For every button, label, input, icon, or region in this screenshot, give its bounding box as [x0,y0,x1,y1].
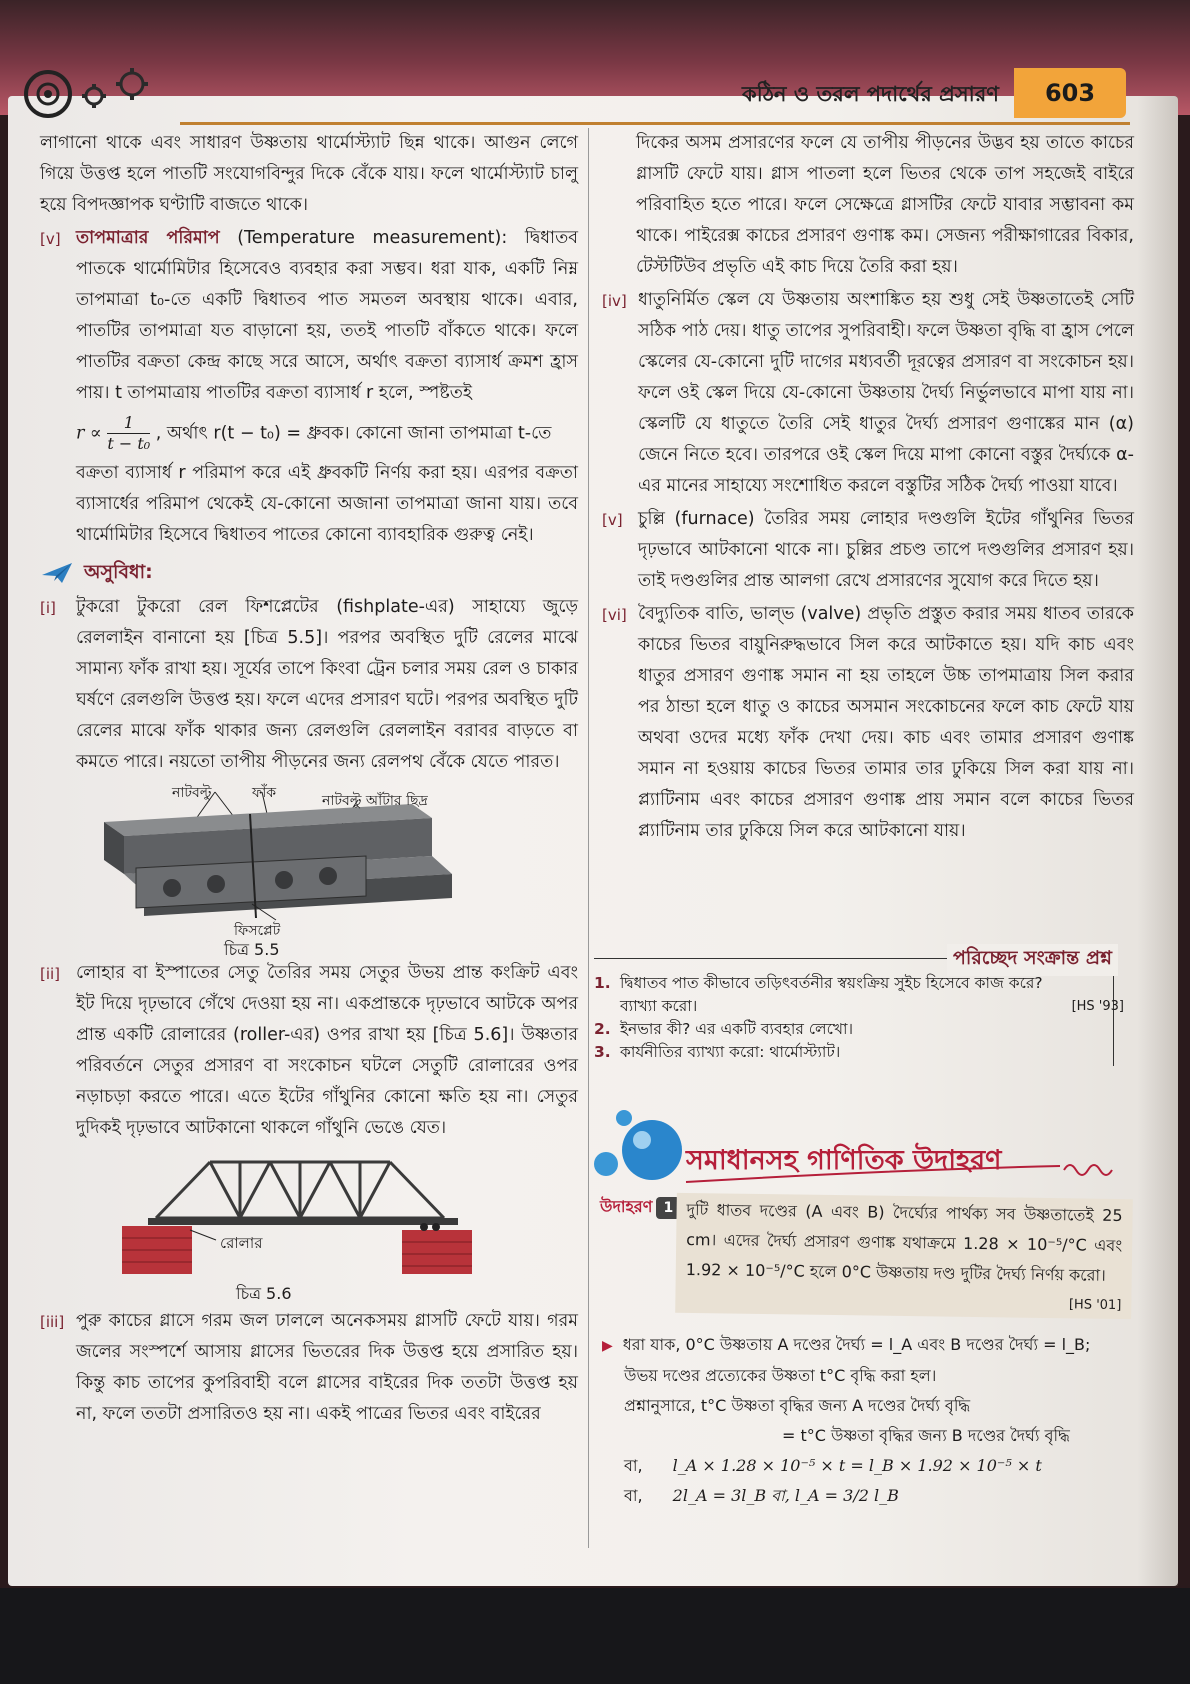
arrow-icon: ▶ [602,1338,613,1354]
chapter-questions-box [594,944,1134,1074]
left-column [40,128,578,1430]
item-v-furnace: [v] চুল্লি (furnace) তৈরির সময় লোহার দণ্ডগুলি ইটের গাঁথুনির ভিতর দৃঢ়ভাবে আটকানো থাকে না। চুল্লির প্রচণ্ড তাপে দণ্ডগুলির প্রসারণ হয়। তাই দণ্ডগুলির প্রান্ত আলগা রেখে প্রসারণের সুযোগ করে দিতে হয়। [602,509,1134,591]
solution: ▶ ধরা যাক, 0°C উষ্ণতায় A দণ্ডের দৈর্ঘ্য = l_A এবং B দণ্ডের দৈর্ঘ্য = l_B; উভয় দণ্ডের প্রত্যেকের উষ্ণতা t°C বৃদ্ধি করা হল। প্রশ্নানুসারে, t°C উষ্ণতা বৃদ্ধির জন্য A দণ্ডের দৈর্ঘ্য বৃদ্ধি = t°C উষ্ণতা বৃদ্ধির জন্য B দণ্ডের দৈর্ঘ্য বৃদ্ধি বা, l_A × 1.28 × 10⁻⁵ × t = l_B × 1.92 × 10⁻⁵ × t বা, 2l_A = 3l_B বা, l_A = 3/2 l_B [602,1330,1132,1511]
disadvantages-heading: অসুবিধা: [40,557,578,588]
fraction: $\frac{1}{\text{t − t₀}}$ [107,413,151,453]
bridge-roller-illustration [40,1144,578,1274]
item-marker: [v] [40,230,61,248]
gear-logo-icon [22,62,182,122]
solved-examples-banner [590,1100,1140,1180]
item-vi-seal: [vi] বৈদ্যুতিক বাতি, ভাল্ভ (valve) প্রভৃতি প্রস্তুত করার সময় ধাতব তারকে কাচের ভিতর বায়ুনিরুদ্ধভাবে সিল করে আটকাতে হয়। যদি কাচ এবং ধাতুর প্রসারণ গুণাঙ্ক সমান না হয় তাহলে উচ্চ তাপমাত্রায় সিল করার পর ঠান্ডা হলে ধাতু ও কাচের অসমান সংকোচনের ফলে কাচ ফেটে যায় অথবা ওদের মধ্যে ফাঁক দেখা দেয়। কাচ এবং তামার প্রসারণ গুণাঙ্ক সমান না হওয়ায় কাচের ভিতর তামার তার ঢুকিয়ে সিল করা যায় না। প্ল্যাটিনাম এবং কাচের প্রসারণ গুণাঙ্ক প্রায় সমান বলে কাচের ভিতর প্ল্যাটিনাম তার ঢুকিয়ে সিল করে আটকানো যায়। [602,604,1134,841]
figure-5-6 [40,1144,578,1304]
paragraph: দ্বিধাতব পাতকে থার্মোমিটার হিসেবেও ব্যবহার করা সম্ভব। ধরা যাক, একটি নিম্ন তাপমাত্রা t₀-তে একটি দ্বিধাতব পাত সমতল অবস্থায় থাকে। এবার, পাতটির তাপমাত্রা যত বাড়ানো হয়, ততই পাতটি বাঁকতে থাকে। ফলে পাতটির বক্রতা কেন্দ্র কাছে সরে আসে, অর্থাৎ বক্রতা ব্যাসার্ধ ক্রমশ হ্রাস পায়। t তাপমাত্রায় পাতটির বক্রতা ব্যাসার্ধ r হলে, স্পষ্টতই [76,228,578,403]
item-iv-scale: [iv] ধাতুনির্মিত স্কেল যে উষ্ণতায় অংশাঙ্কিত হয় শুধু সেই উষ্ণতাতেই সেটি সঠিক পাঠ দেয়। ধাতু তাপের সুপরিবাহী। ফলে উষ্ণতা বৃদ্ধি বা হ্রাস পেলে স্কেলের যে-কোনো দুটি দাগের মধ্যবর্তী দূরত্বের প্রসারণ বা সংকোচন হয়। ফলে ওই স্কেল দিয়ে যে-কোনো উষ্ণতায় দৈর্ঘ্য নির্ভুলভাবে মাপা যায় না। স্কেলটি যে ধাতুতে তৈরি সেই ধাতুর দৈর্ঘ্য প্রসারণ গুণাঙ্কের মান (α) জেনে নিতে হবে। তারপরে ওই স্কেল দিয়ে মাপা কোনো বস্তুর দৈর্ঘ্যকে α-এর মানের সাহায্যে সংশোধিত করলে বস্তুটির সঠিক দৈর্ঘ্য পাওয়া যাবে। [602,290,1134,496]
column-divider [588,128,589,1548]
formula-line: r ∝ $\frac{1}{\text{t − t₀}}$ , অর্থাৎ r(t − t₀) = ধ্রুবক। কোনো জানা তাপমাত্রা t-তে [76,413,552,453]
questions-title: পরিচ্ছেদ সংক্রান্ত প্রশ্ন [947,944,1118,976]
intro-paragraph: লাগানো থাকে এবং সাধারণ উষ্ণতায় থার্মোস্ট্যাট ছিন্ন থাকে। আগুন লেগে গিয়ে উত্তপ্ত হলে পাতটি সংযোগবিন্দুর দিকে বেঁকে যায়। ফলে থার্মোস্ট্যাট চালু হয়ে বিপদজ্ঞাপক ঘণ্টাটি বাজতে থাকে। [40,133,578,215]
label-bolt-hole: নাটবল্টু আঁটার ছিদ্র [322,793,428,809]
figure-5-5 [40,778,578,959]
right-column [602,128,1134,847]
label-gap: ফাঁক [252,785,277,801]
question-item: 1. দ্বিধাতব পাত কীভাবে তড়িৎবর্তনীর স্বয়ংক্রিয় সুইচ হিসেবে কাজ করে? ব্যাখ্যা করো। [HS '93] [594,974,1124,1015]
label-nutbolt: নাটবল্টু [172,785,212,801]
figure-caption: চিত্র 5.5 [224,940,280,959]
item-iii-glass: [iii] পুরু কাচের গ্লাসে গরম জল ঢাললে অনেকসময় গ্লাসটি ফেটে যায়। গরম জলের সংস্পর্শে আসায় গ্লাসের ভিতরের দিক উত্তপ্ত হয়ে প্রসারিত হয়। কিন্তু কাচ তাপের কুপরিবাহী বলে গ্লাসের বাইরের দিক ততটা উত্তপ্ত হয় না, ফলে ততটা প্রসারিতও হয় না। একই পাত্রের ভিতর এবং বাইরের [40,1311,578,1424]
rail-fishplate-illustration [40,778,578,956]
item-ii-bridge: [ii] লোহার বা ইস্পাতের সেতু তৈরির সময় সেতুর উভয় প্রান্ত কংক্রিট এবং ইট দিয়ে দৃঢ়ভাবে গেঁথে দেওয়া হয় না। একপ্রান্তকে দৃঢ়ভাবে আটকে অপর প্রান্ত একটি রোলারের (roller-এর) ওপর রাখা হয় [চিত্র 5.6]। উষ্ণতার পরিবর্তনে সেতুর প্রসারণ বা সংকোচন ঘটলে সেতুটি রোলারের ওপর নড়াচড়া করতে পারে। এতে ইটের গাঁথুনির কোনো ক্ষতি হয় না। সেতুর দুদিকই দৃঢ়ভাবে আটকানো থাকলে গাঁথুনি ভেঙে যেত। [40,963,578,1138]
example-question: দুটি ধাতব দণ্ডের (A এবং B) দৈর্ঘ্যের পার্থক্য সব উষ্ণতাতেই 25 cm। এদের দৈর্ঘ্য প্রসারণ গুণাঙ্ক যথাক্রমে 1.28 × 10⁻⁵/°C এবং 1.92 × 10⁻⁵/°C হলে 0°C উষ্ণতায় দণ্ড দুটির দৈর্ঘ্য নির্ণয় করো। [HS '01] [675,1193,1133,1319]
item-i-rail: [i] টুকরো টুকরো রেল ফিশপ্লেটের (fishplate-এর) সাহায্যে জুড়ে রেললাইন বানানো হয় [চিত্র 5.5]। পরপর অবস্থিত দুটি রেলের মাঝে সামান্য ফাঁক রাখা হয়। সূর্যের তাপে কিংবা ট্রেন চলার সময় রেল ও চাকার ঘর্ষণে রেলগুলি উত্তপ্ত হয়। ফলে এদের প্রসারণ ঘটে। পরপর অবস্থিত দুটি রেলের মাঝে ফাঁক থাকার জন্য রেলগুলি রেললাইন বরাবর বাড়তে বা কমতে পারে। নয়তো তাপীয় পীড়নের জন্য রেলপথ বেঁকে যেতে পারত। [40,597,578,772]
example-1 [600,1188,1132,1320]
subheading: তাপমাত্রার পরিমাপ [76,228,220,248]
solved-examples-title: সমাধানসহ গাণিতিক উদাহরণ [686,1145,1002,1176]
question-item: 2. ইনভার কী? এর একটি ব্যবহার লেখো। [594,1020,854,1038]
question-item: 3. কার্যনীতির ব্যাখ্যা করো: থার্মোস্ট্যাট। [594,1043,841,1061]
figure-caption: চিত্র 5.6 [236,1284,292,1303]
background-bottom [0,1588,1190,1684]
subheading-en: (Temperature measurement): [237,228,508,248]
paragraph-continued: দিকের অসম প্রসারণের ফলে যে তাপীয় পীড়নের উদ্ভব হয় তাতে কাচের গ্লাসটি ফেটে যায়। গ্লাস পাতলা হলে ভিতর থেকে তাপ সহজেই বাইরে পরিবাহিত হতে পারে। ফলে সেক্ষেত্রে গ্লাসটির ফেটে যাবার সম্ভাবনা কম থাকে। পাইরেক্স কাচের প্রসারণ গুণাঙ্ক কম। সেজন্য পরীক্ষাগারের বিকার, টেস্টটিউব প্রভৃতি এই কাচ দিয়ে তৈরি করা হয়। [636,133,1134,277]
header-rule [180,122,1130,125]
item-v-temperature [40,223,578,551]
label-fishplate: ফিসপ্লেট [234,923,281,939]
paragraph: বক্রতা ব্যাসার্ধ r পরিমাপ করে এই ধ্রুবকটি নির্ণয় করা হয়। এরপর বক্রতা ব্যাসার্ধের পরিমাপ থেকেই যে-কোনো অজানা তাপমাত্রা জানা যায়। তবে থার্মোমিটার হিসেবে দ্বিধাতব পাতের কোনো ব্যাবহারিক গুরুত্ব নেই। [76,463,578,545]
example-tag: উদাহরণ 1 [600,1192,680,1222]
page-number: 603 [1014,68,1126,118]
questions-list [594,972,1124,1064]
label-roller: রোলার [220,1234,263,1252]
chapter-title: কঠিন ও তরল পদার্থের প্রসারণ [742,82,999,106]
paper-plane-icon [40,561,74,585]
